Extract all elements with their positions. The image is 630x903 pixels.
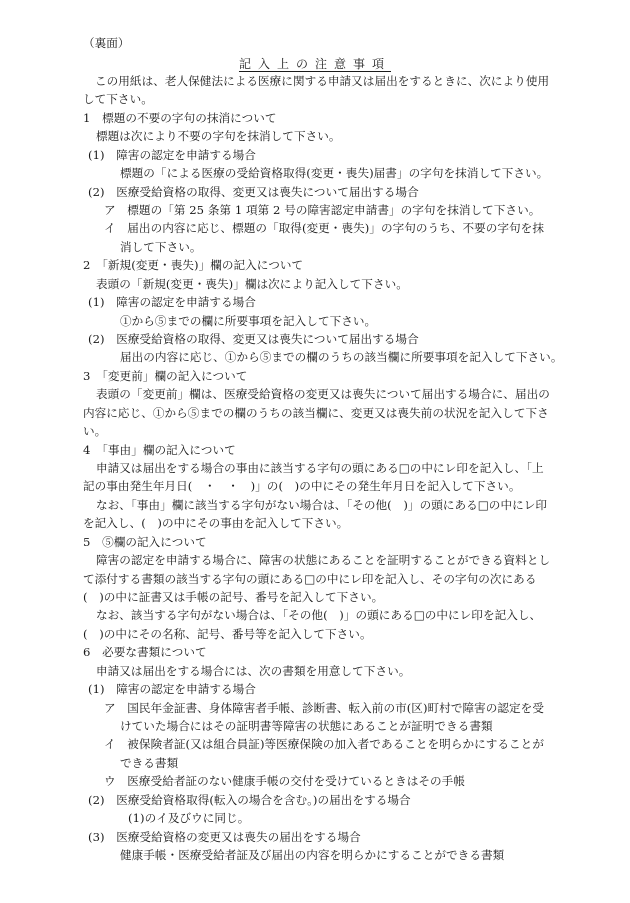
section-1-text: 標題は次により不要の字句を抹消して下さい。 [96, 129, 341, 143]
document-title: 記入上の注意事項 [238, 57, 391, 71]
section-2-text: 表頭の「新規(変更・喪失)」欄は次により記入して下さい。 [96, 277, 408, 291]
section-6-item-2-text: (1)のイ及びウに同じ。 [128, 811, 250, 825]
section-4-text-4: を記入し、( )の中にその事由を記入して下さい。 [83, 516, 349, 530]
section-6-item-1-u: ウ 医療受給者証のない健康手帳の交付を受けているときはその手帳 [104, 774, 465, 788]
section-4-text-3: なお、「事由」欄に該当する字句がない場合は、「その他( )」の頭にある□の中にレ印 [96, 498, 548, 512]
section-6-item-1-i: イ 被保険者証(又は組合員証)等医療保険の加入者であることを明らかにすることが [104, 737, 544, 751]
section-3-text-2: 内容に応じ、①から⑤までの欄のうちの該当欄に、変更又は喪失前の状況を記入して下さ [83, 406, 549, 420]
section-3-text-1: 表頭の「変更前」欄は、医療受給資格の変更又は喪失について届出する場合に、届出の [96, 387, 550, 401]
section-6-item-1-i-cont: できる書類 [120, 756, 179, 770]
section-5-text-3: ( )の中に証書又は手帳の記号、番号を記入して下さい。 [83, 590, 384, 604]
section-1-item-2-a: ア 標題の「第 25 条第 1 項第 2 号の障害認定申請書」の字句を抹消して下さい。 [104, 203, 541, 217]
section-1-item-2-i-cont: 消して下さい。 [120, 240, 202, 254]
back-side-label: （裏面） [83, 36, 130, 50]
section-6-item-2: (2) 医療受給資格取得(転入の場合を含む。)の届出をする場合 [88, 793, 411, 807]
section-5-heading: 5 ⑤欄の記入について [83, 535, 207, 549]
section-4-text-1: 申請又は届出をする場合の事由に該当する字句の頭にある□の中にレ印を記入し、「上 [96, 461, 544, 475]
section-5-text-4: なお、該当する字句がない場合は、「その他( )」の頭にある□の中にレ印を記入し、 [96, 608, 542, 622]
section-1-item-1: (1) 障害の認定を申請する場合 [88, 148, 256, 162]
section-6-item-1: (1) 障害の認定を申請する場合 [88, 682, 256, 696]
section-1-heading: 1 標題の不要の字句の抹消について [83, 111, 277, 125]
section-2-item-2: (2) 医療受給資格の取得、変更又は喪失について届出する場合 [88, 332, 419, 346]
section-5-text-5: ( )の中にその名称、記号、番号等を記入して下さい。 [83, 627, 372, 641]
section-2-item-1: (1) 障害の認定を申請する場合 [88, 295, 256, 309]
section-6-item-1-a: ア 国民年金証書、身体障害者手帳、診断書、転入前の市(区)町村で障害の認定を受 [104, 701, 544, 715]
section-5-text-2: て添付する書類の該当する字句の頭にある□の中にレ印を記入し、その字句の次にある [83, 572, 537, 586]
intro-line-1: この用紙は、老人保健法による医療に関する申請又は届出をするときに、次により使用 [95, 74, 550, 88]
section-2-item-1-text: ①から⑤までの欄に所要事項を記入して下さい。 [120, 314, 377, 328]
section-4-heading: 4 「事由」欄の記入について [83, 443, 236, 457]
section-6-item-1-a-cont: けていた場合にはその証明書等障害の状態にあることが証明できる書類 [120, 719, 493, 733]
section-5-text-1: 障害の認定を申請する場合に、障害の状態にあることを証明することができる資料とし [96, 553, 551, 567]
section-1-item-2: (2) 医療受給資格の取得、変更又は喪失について届出する場合 [88, 185, 419, 199]
section-2-item-2-text: 届出の内容に応じ、①から⑤までの欄のうちの該当欄に所要事項を記入して下さい。 [120, 350, 563, 364]
intro-line-2: して下さい。 [83, 92, 153, 106]
section-1-item-2-i: イ 届出の内容に応じ、標題の「取得(変更・喪失)」の字句のうち、不要の字句を抹 [104, 221, 544, 235]
section-1-item-1-text: 標題の「による医療の受給資格取得(変更・喪失)届書」の字句を抹消して下さい。 [120, 166, 549, 180]
section-2-heading: 2 「新規(変更・喪失)」欄の記入について [83, 258, 304, 272]
section-3-text-3: い。 [83, 424, 107, 438]
section-6-text: 申請又は届出をする場合には、次の書類を用意して下さい。 [96, 664, 411, 678]
section-6-item-3-text: 健康手帳・医療受給者証及び届出の内容を明らかにすることができる書類 [120, 848, 505, 862]
section-4-text-2: 記の事由発生年月日( ・ ・ )」の( )の中にその発生年月日を記入して下さい。 [83, 479, 521, 493]
section-3-heading: 3 「変更前」欄の記入について [83, 369, 248, 383]
section-6-item-3: (3) 医療受給資格の変更又は喪失の届出をする場合 [88, 830, 361, 844]
section-6-heading: 6 必要な書類について [83, 645, 207, 659]
